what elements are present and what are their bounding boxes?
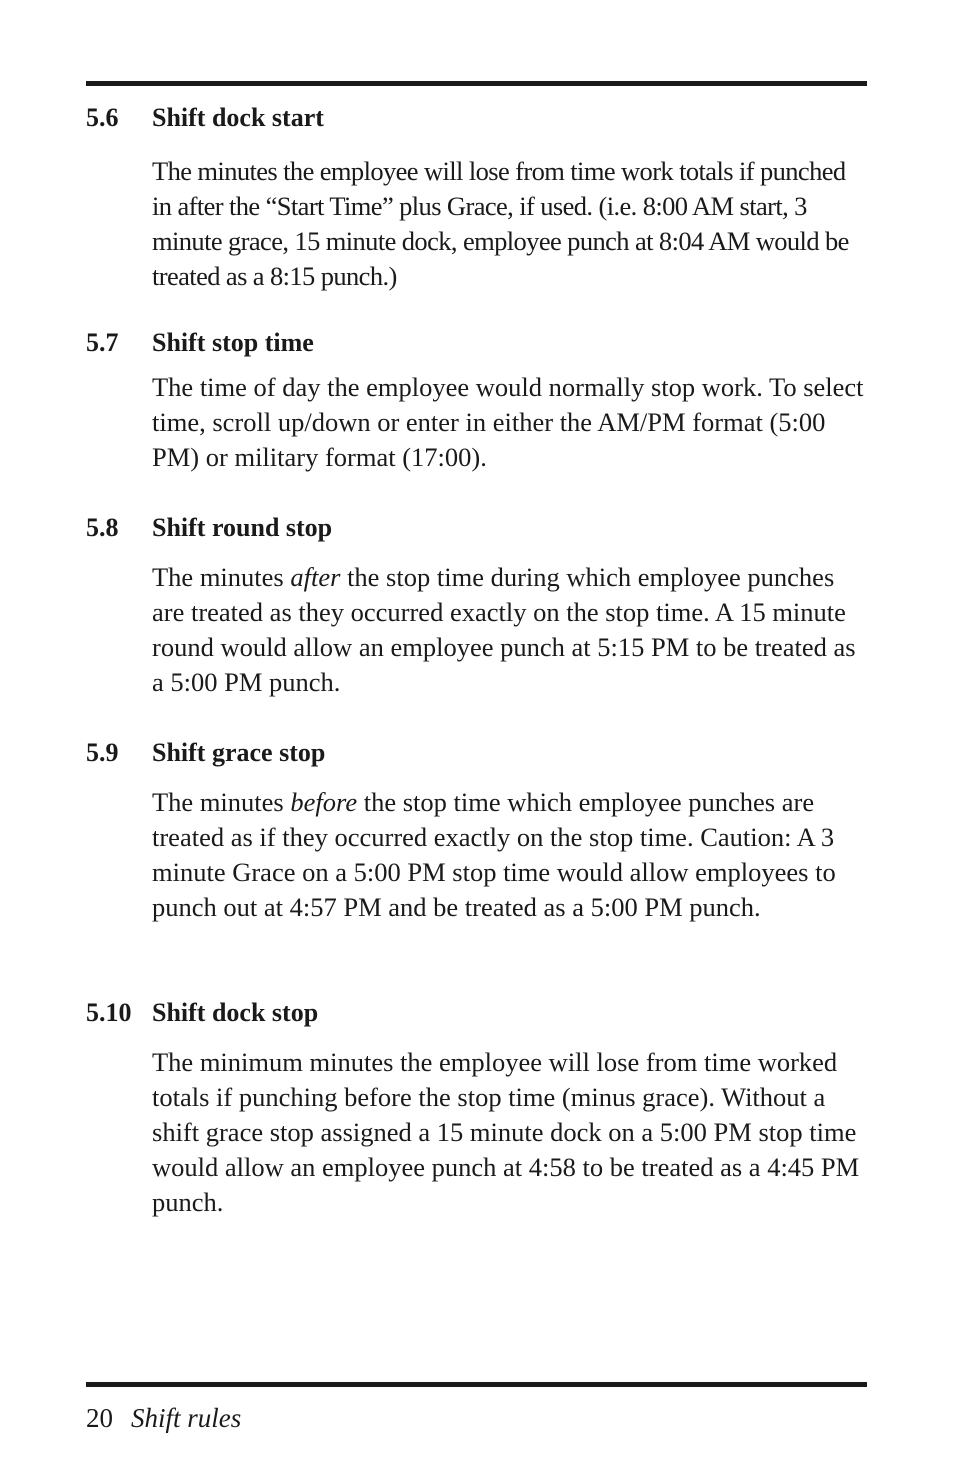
- section-title: Shift dock start: [152, 103, 324, 132]
- body-text: The minutes: [152, 562, 291, 592]
- section-body: [152, 370, 867, 475]
- section-title: Shift grace stop: [152, 738, 326, 767]
- section-number: 5.7: [86, 328, 119, 357]
- section-heading: [86, 513, 876, 543]
- section-body: [152, 1045, 867, 1220]
- section-title: Shift stop time: [152, 328, 314, 357]
- top-rule: [86, 81, 867, 86]
- body-text: the stop time which employee punches are treated as if they occurred exactly on the stop time. Caution: A 3 minute Grace on a 5:00 PM stop time would allow employees to punch out at 4:57 PM and be treated as a 5:00 PM punch.: [152, 787, 836, 922]
- page-number: 20: [86, 1403, 113, 1433]
- body-text: The time of day the employee would normally stop work. To select time, scroll up/down or enter in either the AM/PM format (5:00 PM) or military format (17:00).: [152, 372, 864, 472]
- section-5-10: [86, 998, 876, 1220]
- emphasis-text: after: [290, 562, 341, 592]
- section-number: 5.10: [86, 998, 132, 1027]
- section-heading: [86, 738, 876, 768]
- emphasis-text: before: [290, 787, 358, 817]
- section-5-6: [86, 103, 876, 294]
- section-5-8: [86, 513, 876, 700]
- section-body: [152, 785, 867, 925]
- section-heading: [86, 328, 876, 358]
- section-heading: [86, 103, 876, 133]
- body-text: The minimum minutes the employee will lose from time worked totals if punching before the stop time (minus grace). Without a shift grace stop assigned a 15 minute dock on a 5:00 PM stop time would allow an employee punch at 4:58 to be treated as a 4:45 PM punch.: [152, 1047, 860, 1217]
- running-title: Shift rules: [131, 1403, 242, 1433]
- section-heading: [86, 998, 876, 1028]
- section-number: 5.8: [86, 513, 119, 542]
- bottom-rule: [86, 1382, 867, 1387]
- section-title: Shift dock stop: [152, 998, 319, 1027]
- section-5-9: [86, 738, 876, 925]
- body-text: the stop time during which employee punches are treated as they occurred exactly on the stop time. A 15 minute round would allow an employee punch at 5:15 PM to be treated as a 5:00 PM punch.: [152, 562, 856, 697]
- page-footer: [86, 1401, 241, 1435]
- section-body: [152, 154, 867, 294]
- body-text: The minutes: [152, 787, 291, 817]
- section-5-7: [86, 328, 876, 475]
- section-number: 5.9: [86, 738, 119, 767]
- section-body: [152, 560, 867, 700]
- section-number: 5.6: [86, 103, 119, 132]
- section-title: Shift round stop: [152, 513, 333, 542]
- body-text: The minutes the employee will lose from time work totals if punched in after the “Start Time” plus Grace, if used. (i.e. 8:00 AM start, 3 minute grace, 15 minute dock, employee punch at 8:04 AM would be treated as a 8:15 punch.): [152, 156, 849, 291]
